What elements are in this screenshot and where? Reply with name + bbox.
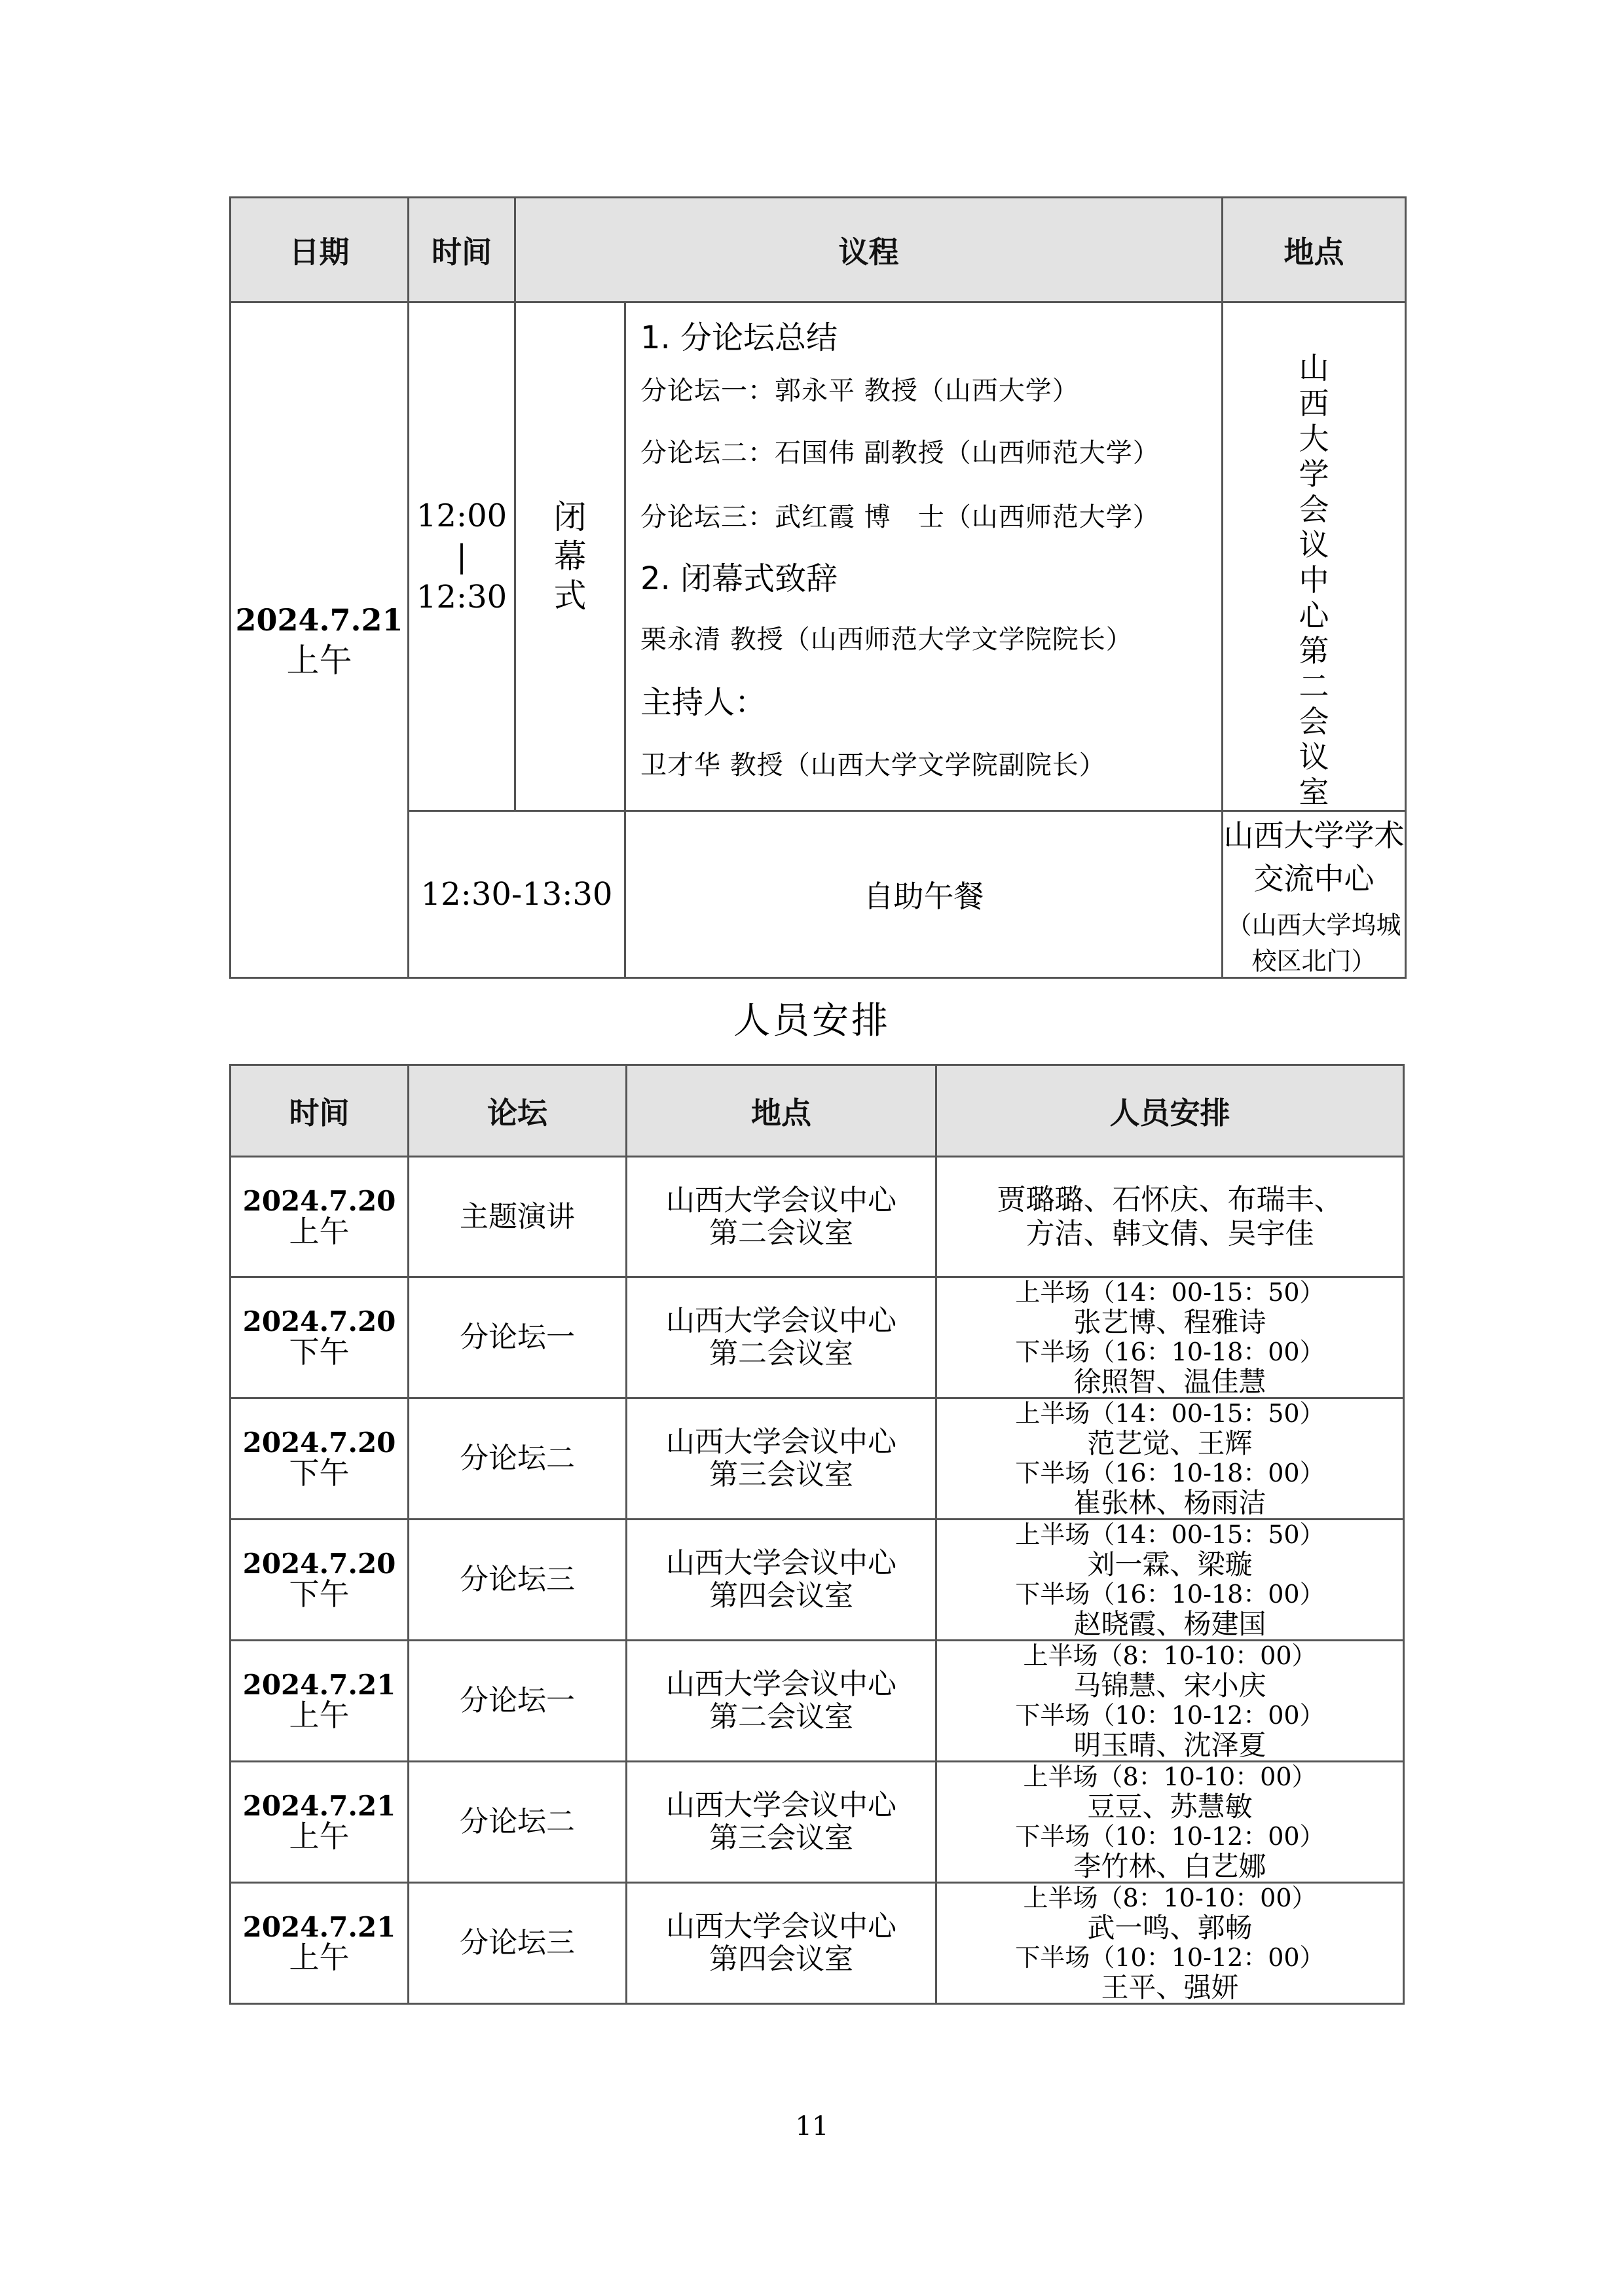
staff-forum: 分论坛一 <box>409 1641 627 1762</box>
staff-header-forum: 论坛 <box>409 1065 627 1157</box>
people-line: 贾璐璐、石怀庆、布瑞丰、 <box>997 1182 1343 1216</box>
session-segment: 上半场（8：10-10：00） <box>1023 1762 1317 1791</box>
staff-location-line2: 第二会议室 <box>709 1700 853 1734</box>
agenda-heading-host: 主持人： <box>640 684 767 721</box>
session-name-cell <box>515 302 625 811</box>
session-char: 闭 <box>553 498 587 536</box>
people-names: 徐照智、温佳慧 <box>1073 1366 1266 1398</box>
staff-location-cell <box>627 1762 936 1883</box>
staff-location-cell <box>627 1277 936 1398</box>
session-segment: 下半场（10：10-12：00） <box>1015 1943 1325 1972</box>
staff-forum: 主题演讲 <box>409 1157 627 1277</box>
staff-people-cell <box>936 1277 1404 1398</box>
location-char: 山 <box>1299 350 1329 386</box>
staff-header-row <box>231 1065 1404 1157</box>
people-names: 王平、强妍 <box>1101 1971 1239 2003</box>
staff-people-cell <box>936 1520 1404 1641</box>
agenda-time-cell <box>409 302 515 811</box>
people-names: 李竹林、白艺娜 <box>1073 1850 1266 1882</box>
table-row <box>231 1398 1404 1520</box>
agenda-location-cell <box>1223 302 1406 811</box>
location-char: 西 <box>1299 386 1329 421</box>
header-time: 时间 <box>409 198 515 302</box>
people-names: 范艺觉、王辉 <box>1087 1427 1253 1459</box>
session-segment: 上半场（14：00-15：50） <box>1015 1520 1325 1549</box>
closing-ceremony-row <box>231 302 1406 811</box>
people-names: 明玉晴、沈泽夏 <box>1073 1729 1266 1761</box>
staff-location-line2: 第四会议室 <box>709 1942 853 1976</box>
staff-forum: 分论坛一 <box>409 1277 627 1398</box>
session-char: 式 <box>553 577 587 615</box>
staff-header-location: 地点 <box>627 1065 936 1157</box>
staff-half-day: 上午 <box>289 1213 350 1249</box>
location-char: 会 <box>1299 492 1329 527</box>
staff-date-cell <box>231 1520 409 1641</box>
staff-header-time: 时间 <box>231 1065 409 1157</box>
agenda-line: 卫才华 教授（山西大学文学院副院长） <box>640 750 1106 780</box>
staff-forum: 分论坛三 <box>409 1883 627 2004</box>
staff-forum: 分论坛三 <box>409 1520 627 1641</box>
staff-location-line2: 第四会议室 <box>709 1579 853 1613</box>
people-names: 马锦慧、宋小庆 <box>1073 1669 1266 1702</box>
staff-half-day: 下午 <box>289 1576 350 1612</box>
staff-location-cell <box>627 1398 936 1520</box>
agenda-line: 栗永清 教授（山西师范大学文学院院长） <box>640 625 1133 655</box>
agenda-heading-speech: 2. 闭幕式致辞 <box>640 560 838 597</box>
header-location: 地点 <box>1223 198 1406 302</box>
session-segment: 下半场（16：10-18：00） <box>1015 1459 1325 1487</box>
agenda-location <box>1295 344 1334 810</box>
people-line: 方洁、韩文倩、吴宇佳 <box>1025 1216 1314 1250</box>
staff-half-day: 上午 <box>289 1698 350 1733</box>
agenda-header-row <box>231 198 1406 302</box>
session-segment: 上半场（14：00-15：50） <box>1015 1278 1325 1307</box>
table-row <box>231 1762 1404 1883</box>
staff-date: 2024.7.21 <box>242 1790 396 1822</box>
staff-date: 2024.7.20 <box>242 1184 396 1217</box>
lunch-time: 12:30-13:30 <box>409 811 625 978</box>
staff-people-cell <box>936 1762 1404 1883</box>
table-row <box>231 1157 1404 1277</box>
location-char: 第 <box>1299 633 1329 668</box>
staff-people-cell <box>936 1641 1404 1762</box>
location-char: 议 <box>1299 739 1329 774</box>
time-end: 12:30 <box>416 579 507 615</box>
people-names: 张艺博、程雅诗 <box>1073 1306 1266 1338</box>
lunch-label: 自助午餐 <box>625 811 1223 978</box>
agenda-line: 分论坛二：石国伟 副教授（山西师范大学） <box>640 438 1160 468</box>
session-segment: 上半场（14：00-15：50） <box>1015 1399 1325 1428</box>
session-segment: 上半场（8：10-10：00） <box>1023 1641 1317 1670</box>
session-segment: 下半场（10：10-12：00） <box>1015 1701 1325 1730</box>
agenda-line: 分论坛三：武红霞 博 士（山西师范大学） <box>640 502 1160 532</box>
staff-half-day: 下午 <box>289 1455 350 1491</box>
agenda-half-day: 上午 <box>286 641 352 680</box>
table-row <box>231 1277 1404 1398</box>
lunch-place-cell <box>1223 811 1406 978</box>
staff-forum: 分论坛二 <box>409 1762 627 1883</box>
time-start: 12:00 <box>416 498 507 534</box>
agenda-line: 分论坛一：郭永平 教授（山西大学） <box>640 376 1079 406</box>
staff-date: 2024.7.21 <box>242 1911 396 1943</box>
staff-people-cell <box>936 1883 1404 2004</box>
agenda-table <box>229 196 1407 979</box>
staff-date-cell <box>231 1641 409 1762</box>
staff-section-title: 人员安排 <box>733 1000 891 1042</box>
agenda-details <box>625 302 1223 811</box>
staff-location-line2: 第三会议室 <box>709 1458 853 1491</box>
time-separator: | <box>456 538 468 575</box>
session-segment: 上半场（8：10-10：00） <box>1023 1884 1317 1912</box>
staff-location-line2: 第二会议室 <box>709 1337 853 1370</box>
people-names: 豆豆、苏慧敏 <box>1087 1791 1253 1823</box>
lunch-place: 山西大学学术交流中心 <box>1223 818 1405 896</box>
staff-date: 2024.7.20 <box>242 1305 396 1338</box>
location-char: 二 <box>1299 668 1329 704</box>
staff-half-day: 上午 <box>289 1819 350 1854</box>
agenda-date: 2024.7.21 <box>235 602 403 638</box>
staff-date: 2024.7.20 <box>242 1427 396 1459</box>
staff-date-cell <box>231 1883 409 2004</box>
location-char: 大 <box>1299 421 1329 456</box>
staff-location-line2: 第三会议室 <box>709 1821 853 1855</box>
people-names: 崔张林、杨雨洁 <box>1073 1487 1266 1519</box>
session-segment: 下半场（16：10-18：00） <box>1015 1338 1325 1366</box>
staff-date: 2024.7.20 <box>242 1548 396 1580</box>
table-row <box>231 1641 1404 1762</box>
table-row <box>231 1883 1404 2004</box>
people-names: 武一鸣、郭畅 <box>1087 1912 1253 1944</box>
staff-table <box>229 1064 1405 2005</box>
session-segment: 下半场（10：10-12：00） <box>1015 1822 1325 1851</box>
session-segment: 下半场（16：10-18：00） <box>1015 1580 1325 1609</box>
people-names: 赵晓霞、杨建国 <box>1073 1608 1266 1640</box>
staff-people-cell <box>936 1398 1404 1520</box>
staff-location-line2: 第二会议室 <box>709 1216 853 1250</box>
session-char: 幕 <box>553 538 587 575</box>
staff-location-line1: 山西大学会议中心 <box>666 1667 896 1701</box>
staff-date: 2024.7.21 <box>242 1669 396 1701</box>
location-char: 学 <box>1299 456 1329 492</box>
staff-half-day: 上午 <box>289 1940 350 1975</box>
agenda-date-cell <box>231 302 409 978</box>
location-char: 心 <box>1299 598 1329 633</box>
staff-body <box>231 1157 1404 2004</box>
staff-location-line1: 山西大学会议中心 <box>666 1304 896 1338</box>
staff-date-cell <box>231 1762 409 1883</box>
staff-header-people: 人员安排 <box>936 1065 1404 1157</box>
staff-location-line1: 山西大学会议中心 <box>666 1183 896 1217</box>
staff-people-cell <box>936 1157 1404 1277</box>
people-names: 刘一霖、梁璇 <box>1087 1548 1253 1580</box>
staff-location-line1: 山西大学会议中心 <box>666 1546 896 1580</box>
location-char: 室 <box>1299 774 1329 810</box>
header-date: 日期 <box>231 198 409 302</box>
staff-forum: 分论坛二 <box>409 1398 627 1520</box>
lunch-place-sub: （山西大学坞城校区北门） <box>1227 911 1401 975</box>
header-agenda: 议程 <box>515 198 1223 302</box>
table-row <box>231 1520 1404 1641</box>
location-char: 会 <box>1299 704 1329 739</box>
location-char: 议 <box>1299 527 1329 562</box>
staff-location-line1: 山西大学会议中心 <box>666 1789 896 1822</box>
staff-location-cell <box>627 1157 936 1277</box>
staff-location-line1: 山西大学会议中心 <box>666 1425 896 1459</box>
staff-location-cell <box>627 1883 936 2004</box>
staff-half-day: 下午 <box>289 1334 350 1370</box>
staff-date-cell <box>231 1398 409 1520</box>
staff-date-cell <box>231 1157 409 1277</box>
agenda-heading-summary: 1. 分论坛总结 <box>640 319 838 356</box>
page-number: 11 <box>795 2111 829 2141</box>
staff-date-cell <box>231 1277 409 1398</box>
staff-location-cell <box>627 1520 936 1641</box>
staff-location-cell <box>627 1641 936 1762</box>
location-char: 中 <box>1299 562 1329 598</box>
staff-location-line1: 山西大学会议中心 <box>666 1910 896 1943</box>
